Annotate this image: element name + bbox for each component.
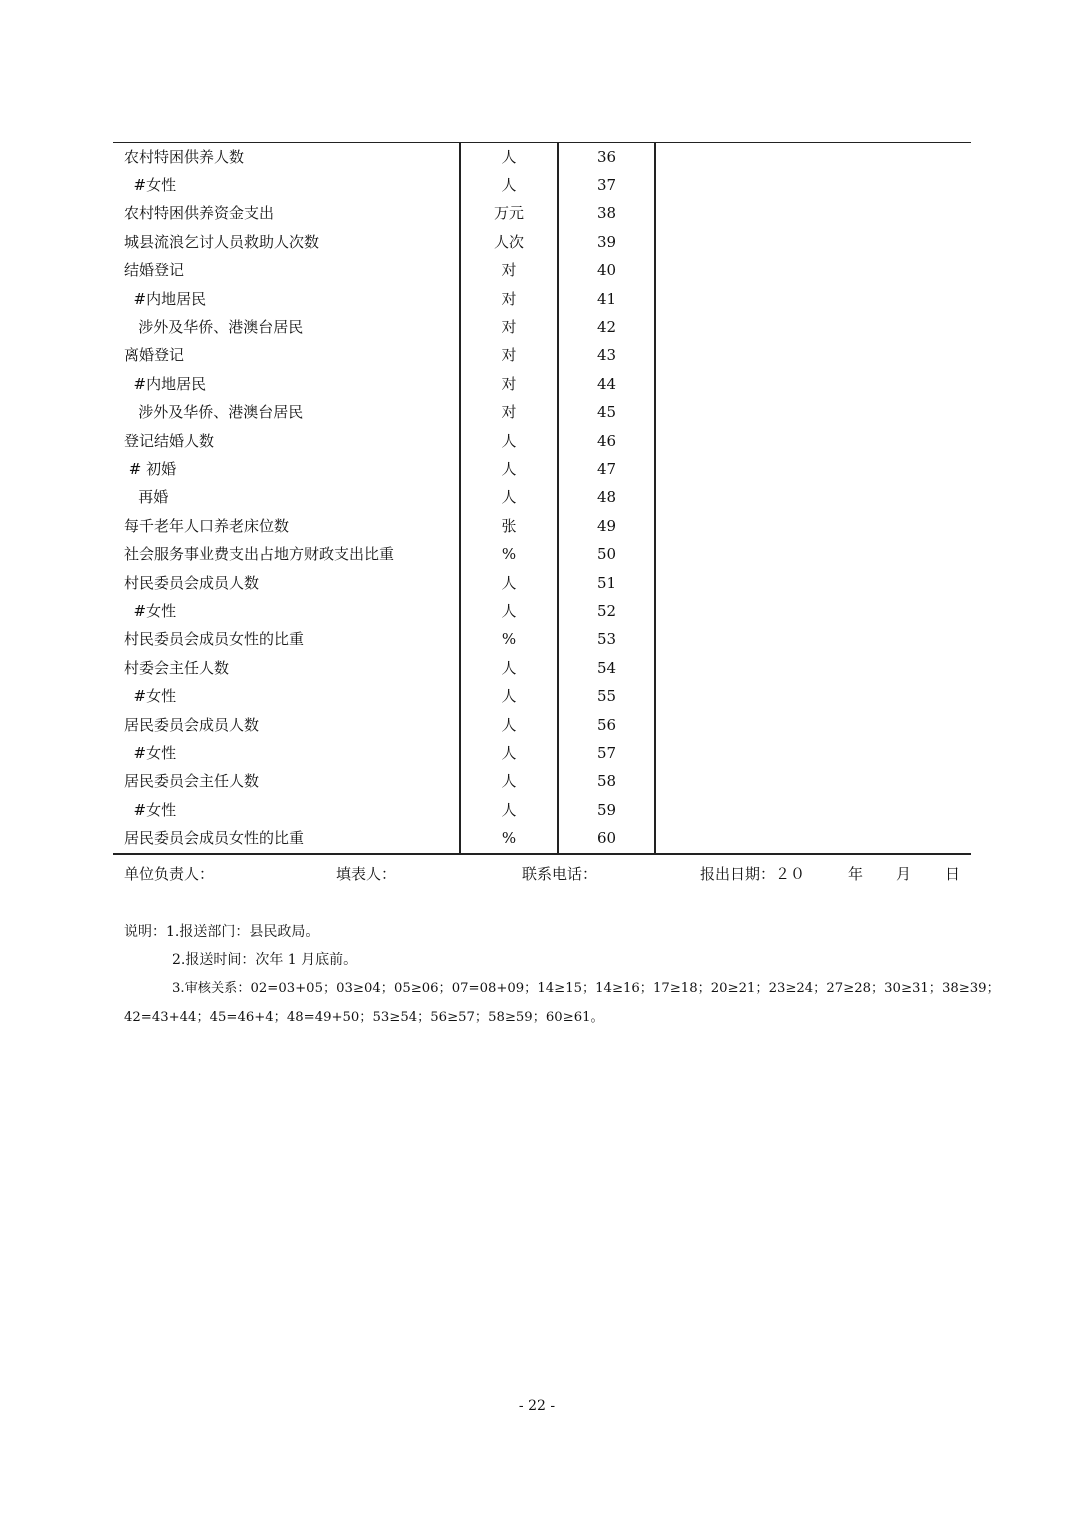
table-row — [113, 313, 971, 341]
row-value — [655, 370, 971, 398]
row-unit: 万元 — [460, 200, 558, 228]
row-value — [655, 569, 971, 597]
row-value — [655, 257, 971, 285]
table-row — [113, 597, 971, 625]
table-row — [113, 824, 971, 853]
note-line-4: 42=43+44；45=46+4；48=49+50；53≥54；56≥57；58≥59；60≥61。 — [124, 1010, 604, 1025]
day-label: 日 — [945, 865, 961, 883]
row-code: 60 — [558, 824, 655, 853]
row-value — [655, 200, 971, 228]
row-unit: 对 — [460, 399, 558, 427]
row-name: 再婚 — [124, 488, 169, 507]
row-value — [655, 484, 971, 512]
note-line-2: 2.报送时间：次年 1 月底前。 — [172, 952, 358, 968]
table-row — [113, 654, 971, 682]
row-value — [655, 228, 971, 256]
row-unit: % — [460, 824, 558, 853]
table-row — [113, 569, 971, 597]
row-value — [655, 796, 971, 824]
table-row — [113, 682, 971, 710]
year-label: 年 — [848, 865, 864, 883]
unit-head-label: 单位负责人： — [124, 865, 215, 883]
table-body — [113, 143, 971, 854]
row-code: 47 — [558, 455, 655, 483]
row-unit: 人次 — [460, 228, 558, 256]
row-code: 48 — [558, 484, 655, 512]
row-code: 37 — [558, 171, 655, 199]
row-name: #女性 — [124, 687, 177, 706]
row-unit: 人 — [460, 796, 558, 824]
row-code: 39 — [558, 228, 655, 256]
table-row — [113, 342, 971, 370]
table-row — [113, 484, 971, 512]
note-line-3: 3.审核关系：02=03+05；03≥04；05≥06；07=08+09；14≥15；14≥16；17≥18；20≥21；23≥24；27≥28；30≥31；38≥39； — [172, 981, 1000, 996]
row-unit: 对 — [460, 285, 558, 313]
row-unit: 人 — [460, 427, 558, 455]
row-value — [655, 739, 971, 767]
row-code: 50 — [558, 540, 655, 568]
row-unit: 人 — [460, 597, 558, 625]
row-value — [655, 427, 971, 455]
row-value — [655, 342, 971, 370]
statistics-table — [113, 142, 971, 855]
row-name: #内地居民 — [124, 289, 207, 308]
filler-label: 填表人： — [336, 865, 397, 883]
row-value — [655, 455, 971, 483]
row-code: 56 — [558, 711, 655, 739]
row-value — [655, 540, 971, 568]
row-value — [655, 285, 971, 313]
table-row — [113, 540, 971, 568]
row-unit: 人 — [460, 654, 558, 682]
table-row — [113, 143, 971, 172]
row-unit: 人 — [460, 711, 558, 739]
row-value — [655, 313, 971, 341]
row-name: #女性 — [124, 800, 177, 819]
row-value — [655, 654, 971, 682]
row-name: #女性 — [124, 176, 177, 195]
row-code: 38 — [558, 200, 655, 228]
row-name: 居民委员会成员人数 — [124, 715, 260, 734]
row-code: 54 — [558, 654, 655, 682]
row-code: 52 — [558, 597, 655, 625]
row-value — [655, 171, 971, 199]
table-row — [113, 739, 971, 767]
row-name: 村委会主任人数 — [124, 658, 230, 677]
row-unit: 对 — [460, 313, 558, 341]
row-code: 57 — [558, 739, 655, 767]
row-code: 58 — [558, 768, 655, 796]
row-name: 涉外及华侨、港澳台居民 — [124, 318, 304, 337]
row-code: 41 — [558, 285, 655, 313]
row-value — [655, 711, 971, 739]
row-code: 40 — [558, 257, 655, 285]
row-unit: 人 — [460, 143, 558, 172]
page-number: - 22 - — [518, 1398, 556, 1414]
table-row — [113, 455, 971, 483]
month-label: 月 — [896, 865, 912, 883]
table-row — [113, 626, 971, 654]
table-row — [113, 200, 971, 228]
row-unit: 对 — [460, 370, 558, 398]
table-row — [113, 796, 971, 824]
row-unit: 人 — [460, 739, 558, 767]
row-unit: 对 — [460, 342, 558, 370]
row-name: 离婚登记 — [124, 346, 185, 365]
row-unit: 人 — [460, 682, 558, 710]
row-value — [655, 626, 971, 654]
note-line-1: 说明：1.报送部门：县民政局。 — [124, 924, 320, 940]
row-code: 36 — [558, 143, 655, 172]
row-name: 涉外及华侨、港澳台居民 — [124, 403, 304, 422]
row-unit: % — [460, 626, 558, 654]
row-value — [655, 399, 971, 427]
row-unit: % — [460, 540, 558, 568]
table-row — [113, 512, 971, 540]
row-name: 居民委员会成员女性的比重 — [113, 824, 460, 853]
row-name: #内地居民 — [124, 374, 207, 393]
row-unit: 人 — [460, 171, 558, 199]
phone-label: 联系电话： — [522, 865, 598, 883]
row-name: 居民委员会主任人数 — [124, 772, 260, 791]
row-code: 45 — [558, 399, 655, 427]
row-name: 农村特困供养人数 — [113, 143, 460, 172]
row-code: 55 — [558, 682, 655, 710]
row-code: 51 — [558, 569, 655, 597]
row-name: #女性 — [124, 743, 177, 762]
row-value — [655, 512, 971, 540]
row-name: 结婚登记 — [124, 261, 185, 280]
row-unit: 人 — [460, 484, 558, 512]
row-unit: 对 — [460, 257, 558, 285]
row-code: 42 — [558, 313, 655, 341]
table-row — [113, 768, 971, 796]
row-name: 登记结婚人数 — [124, 431, 215, 450]
row-name: 村民委员会成员女性的比重 — [124, 630, 305, 649]
row-code: 49 — [558, 512, 655, 540]
row-unit: 人 — [460, 569, 558, 597]
row-name: 社会服务事业费支出占地方财政支出比重 — [124, 545, 395, 564]
row-code: 43 — [558, 342, 655, 370]
row-code: 46 — [558, 427, 655, 455]
row-code: 53 — [558, 626, 655, 654]
table-row — [113, 228, 971, 256]
table-row — [113, 370, 971, 398]
table-row — [113, 257, 971, 285]
row-name: 村民委员会成员人数 — [124, 573, 260, 592]
row-unit: 人 — [460, 768, 558, 796]
row-unit: 张 — [460, 512, 558, 540]
row-name: 城县流浪乞讨人员救助人次数 — [124, 232, 320, 251]
row-value — [655, 682, 971, 710]
row-name: 农村特困供养资金支出 — [124, 204, 275, 223]
table-row — [113, 399, 971, 427]
row-value — [655, 143, 971, 172]
table-row — [113, 711, 971, 739]
row-code: 59 — [558, 796, 655, 824]
row-value — [655, 824, 971, 853]
row-value — [655, 768, 971, 796]
table-row — [113, 427, 971, 455]
row-name: # 初婚 — [124, 459, 177, 478]
report-date-label: 报出日期：２０ — [700, 865, 806, 883]
row-value — [655, 597, 971, 625]
row-unit: 人 — [460, 455, 558, 483]
row-code: 44 — [558, 370, 655, 398]
row-name: 每千老年人口养老床位数 — [124, 516, 290, 535]
table-row — [113, 285, 971, 313]
row-name: #女性 — [124, 601, 177, 620]
table-row — [113, 171, 971, 199]
